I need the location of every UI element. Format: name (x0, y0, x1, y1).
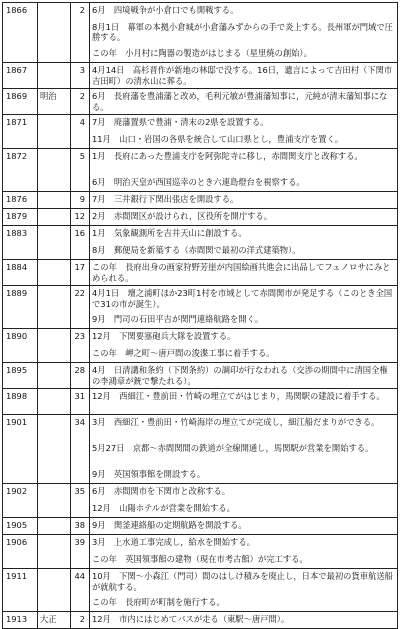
era-cell (38, 260, 71, 286)
era-year-cell: 23 (71, 329, 90, 346)
chronology-table-body (3, 3, 398, 629)
era-cell (38, 132, 71, 149)
era-cell (38, 552, 71, 569)
year-cell (3, 175, 38, 192)
year-cell (3, 595, 38, 612)
era-year-cell (71, 552, 90, 569)
era-cell (38, 484, 71, 501)
event-cell: 12月 山陽ホテルが営業を開始する。 (90, 501, 398, 518)
chronology-row (3, 149, 398, 175)
era-year-cell (71, 20, 90, 46)
era-cell (38, 286, 71, 312)
year-cell: 1902 (3, 484, 38, 501)
chronology-row (3, 175, 398, 192)
chronology-row (3, 46, 398, 63)
era-year-cell: 2 (71, 89, 90, 115)
era-cell (38, 115, 71, 132)
era-cell (38, 595, 71, 612)
era-year-cell: 44 (71, 569, 90, 595)
chronology-row (3, 89, 398, 115)
era-cell: 明治 (38, 89, 71, 115)
chronology-row (3, 329, 398, 346)
event-cell: 6月 明治天皇が西国巡幸のとき六連島燈台を視察する。 (90, 175, 398, 192)
year-cell: 1876 (3, 192, 38, 209)
event-cell: 1月 長府にあった豊浦支庁を阿弥陀寺に移し，赤間関支庁と改称する。 (90, 149, 398, 175)
chronology-row (3, 20, 398, 46)
event-cell: 7月 三井銀行下関出張店を開設する。 (90, 192, 398, 209)
year-cell: 1871 (3, 115, 38, 132)
event-cell: 9月 英国領事館を開設する。 (90, 467, 398, 484)
era-year-cell: 2 (71, 3, 90, 20)
era-cell: 大正 (38, 612, 71, 629)
event-cell: 6月 四境戦争が小倉口でも開戦する。 (90, 3, 398, 20)
chronology-row (3, 484, 398, 501)
event-cell: 9月 関釜連絡船の定期航路を開設する。 (90, 518, 398, 535)
event-cell: 4月14日 高杉晋作が新地の林邸で没する。16日，遺言によって吉田村（下関市吉田町）の清水山に葬る。 (90, 63, 398, 89)
event-cell: 2月 赤間関区が設けられ，区役所を開庁する。 (90, 209, 398, 226)
chronology-row (3, 415, 398, 441)
year-cell: 1898 (3, 389, 38, 415)
year-cell (3, 132, 38, 149)
era-year-cell (71, 312, 90, 329)
era-year-cell: 38 (71, 518, 90, 535)
year-cell (3, 243, 38, 260)
era-year-cell: 31 (71, 389, 90, 415)
event-cell: 8月1日 幕軍の本拠小倉城が小倉藩みずからの手で炎上する。長州軍が門域で圧勝する。 (90, 20, 398, 46)
chronology-row (3, 552, 398, 569)
era-cell (38, 63, 71, 89)
chronology-row (3, 595, 398, 612)
era-cell (38, 467, 71, 484)
era-cell (38, 518, 71, 535)
year-cell: 1905 (3, 518, 38, 535)
era-year-cell (71, 595, 90, 612)
year-cell (3, 20, 38, 46)
era-cell (38, 175, 71, 192)
era-year-cell: 2 (71, 612, 90, 629)
event-cell: 6月 長府藩を豊浦藩と改め，毛利元敏が豊浦藩知事に，元純が清末藩知事になる。 (90, 89, 398, 115)
chronology-row (3, 363, 398, 389)
chronology-row (3, 441, 398, 467)
era-cell (38, 389, 71, 415)
year-cell: 1911 (3, 569, 38, 595)
year-cell: 1866 (3, 3, 38, 20)
era-year-cell: 35 (71, 484, 90, 501)
era-year-cell: 17 (71, 260, 90, 286)
era-year-cell: 39 (71, 535, 90, 552)
era-year-cell (71, 46, 90, 63)
year-cell (3, 467, 38, 484)
chronology-row (3, 467, 398, 484)
era-year-cell: 34 (71, 415, 90, 441)
event-cell: 5月27日 京都～赤間関間の鉄道が全線開通し，馬関駅が営業を開始する。 (90, 441, 398, 467)
year-cell: 1901 (3, 415, 38, 441)
chronology-row (3, 260, 398, 286)
era-year-cell: 16 (71, 226, 90, 243)
era-year-cell: 22 (71, 286, 90, 312)
era-cell (38, 535, 71, 552)
era-year-cell (71, 441, 90, 467)
era-year-cell (71, 467, 90, 484)
era-year-cell: 5 (71, 149, 90, 175)
event-cell: 11月 山口・岩国の各県を統合して山口県とし，豊浦支庁を置く。 (90, 132, 398, 149)
chronology-row (3, 115, 398, 132)
chronology-row (3, 286, 398, 312)
chronology-row (3, 569, 398, 595)
event-cell: この年 英国領事館の建物（現在市考古館）が完工する。 (90, 552, 398, 569)
chronology-row (3, 3, 398, 20)
event-cell: 6月 赤間関市を下関市と改称する。 (90, 484, 398, 501)
year-cell (3, 552, 38, 569)
event-cell: 4月1日 壇之浦町ほか23町1村を市域として赤間関市が発足する（このとき全国で31の市が誕生）。 (90, 286, 398, 312)
era-year-cell: 12 (71, 209, 90, 226)
era-cell (38, 243, 71, 260)
chronology-row (3, 226, 398, 243)
year-cell: 1879 (3, 209, 38, 226)
year-cell: 1889 (3, 286, 38, 312)
year-cell (3, 441, 38, 467)
event-cell: 12月 西細江・豊前田・竹崎の埋立てがはじまり，馬関駅の建設に着手する。 (90, 389, 398, 415)
chronology-row (3, 389, 398, 415)
year-cell: 1884 (3, 260, 38, 286)
era-year-cell (71, 501, 90, 518)
event-cell: 9月 門司の石田平吉が関門連絡航路を開く。 (90, 312, 398, 329)
chronology-row (3, 132, 398, 149)
era-cell (38, 415, 71, 441)
year-cell: 1906 (3, 535, 38, 552)
chronology-row (3, 346, 398, 363)
era-cell (38, 149, 71, 175)
event-cell: この年 岬之町～唐戸間の浚渫工事に着手する。 (90, 346, 398, 363)
era-year-cell: 28 (71, 363, 90, 389)
chronology-row (3, 192, 398, 209)
event-cell: この年 長府町が町制を施行する。 (90, 595, 398, 612)
era-year-cell: 9 (71, 192, 90, 209)
year-cell: 1869 (3, 89, 38, 115)
era-cell (38, 226, 71, 243)
event-cell: 8月 郵便局を新築する（赤間関で最初の洋式建築物）。 (90, 243, 398, 260)
event-cell: 12月 下関要塞砲兵大隊を設置する。 (90, 329, 398, 346)
year-cell: 1883 (3, 226, 38, 243)
era-cell (38, 363, 71, 389)
era-cell (38, 441, 71, 467)
year-cell (3, 346, 38, 363)
event-cell: 7月 廃藩置県で豊浦・清末の2県を設置する。 (90, 115, 398, 132)
era-year-cell (71, 175, 90, 192)
event-cell: 10月 下関～小森江（門司）間のはしけ積みを廃止し，日本で最初の貨車航送船が就航する。 (90, 569, 398, 595)
era-year-cell (71, 346, 90, 363)
year-cell (3, 312, 38, 329)
chronology-table (2, 2, 398, 629)
year-cell: 1867 (3, 63, 38, 89)
chronology-row (3, 535, 398, 552)
era-year-cell: 4 (71, 115, 90, 132)
year-cell (3, 501, 38, 518)
era-cell (38, 3, 71, 20)
era-cell (38, 312, 71, 329)
event-cell: 1月 気象観測所を吉井天山に創設する。 (90, 226, 398, 243)
event-cell: 3月 上水道工事完成し，給水を開始する。 (90, 535, 398, 552)
event-cell: 12月 市内にはじめてバスが走る（東駅～唐戸間）。 (90, 612, 398, 629)
era-year-cell: 3 (71, 63, 90, 89)
era-cell (38, 346, 71, 363)
chronology-row (3, 63, 398, 89)
event-cell: この年 長府出身の画家狩野芳崖が内国絵画共進会に出品してフェノロサにみとめられる。 (90, 260, 398, 286)
era-cell (38, 209, 71, 226)
year-cell: 1890 (3, 329, 38, 346)
era-year-cell (71, 132, 90, 149)
chronology-row (3, 243, 398, 260)
era-cell (38, 501, 71, 518)
chronology-row (3, 518, 398, 535)
era-cell (38, 46, 71, 63)
chronology-row (3, 612, 398, 629)
era-cell (38, 20, 71, 46)
event-cell: 3月 西細江・豊前田・竹崎海岸の埋立てが完成し，細江船だまりができる。 (90, 415, 398, 441)
chronology-row (3, 312, 398, 329)
event-cell: 4月 日清講和条約（下関条約）の調印が行なわれる（交渉の期間中に清国全権の李鴻章が銃で撃たれる）。 (90, 363, 398, 389)
event-cell: この年 小月村に陶器の製造がはじまる（星里焼の創始）。 (90, 46, 398, 63)
year-cell: 1872 (3, 149, 38, 175)
era-year-cell (71, 243, 90, 260)
year-cell: 1895 (3, 363, 38, 389)
era-cell (38, 192, 71, 209)
year-cell (3, 46, 38, 63)
era-cell (38, 569, 71, 595)
era-cell (38, 329, 71, 346)
chronology-row (3, 209, 398, 226)
year-cell: 1913 (3, 612, 38, 629)
chronology-row (3, 501, 398, 518)
